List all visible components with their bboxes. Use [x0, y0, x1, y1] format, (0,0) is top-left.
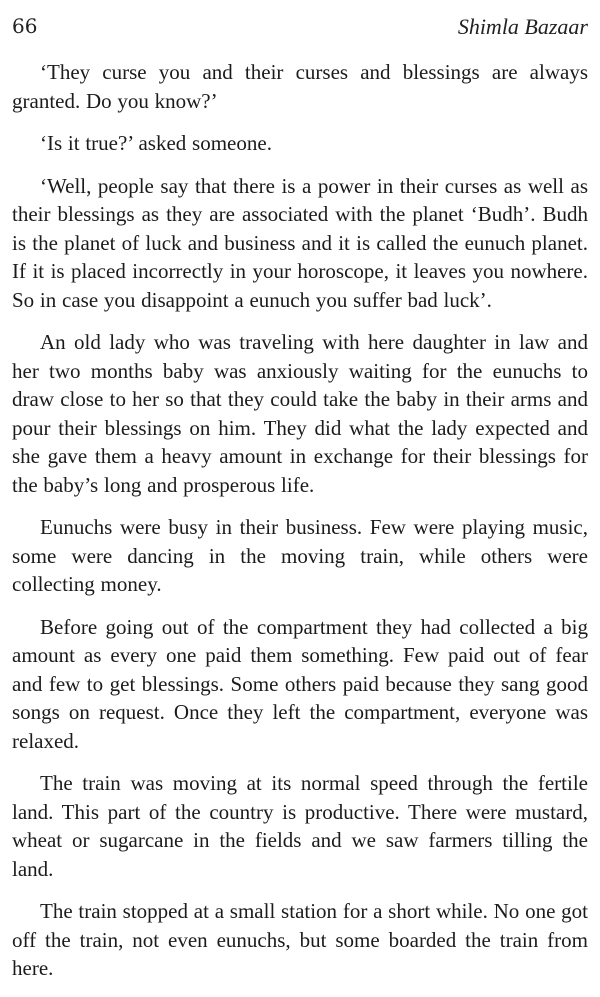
paragraph: Eunuchs were busy in their business. Few were playing music, some were dancing in the moving train, while others were collecting money.	[12, 515, 588, 596]
paragraph: ‘They curse you and their curses and blessings are always granted. Do you know?’	[12, 60, 588, 113]
paragraph: Before going out of the compartment they had collected a big amount as every one paid them something. Few paid out of fear and few to get blessings. Some others paid because they sang good songs on request. Once they left the compartment, everyone was relaxed.	[12, 614, 588, 753]
body-text	[12, 58, 588, 997]
paragraph: ‘Well, people say that there is a power in their curses as well as their blessings as they are associated with the planet ‘Budh’. Budh is the planet of luck and business and it is called the eunuch planet. If it is placed incorrectly in your horoscope, it leaves you nowhere. So in case you disappoint a eunuch you suffer bad luck’.	[12, 173, 588, 312]
page-number: 66	[12, 14, 38, 38]
running-title: Shimla Bazaar	[457, 14, 588, 39]
paragraph: The train stopped at a small station for a short while. No one got off the train, not even eunuchs, but some boarded the train from here.	[12, 899, 588, 980]
paragraph: The train was moving at its normal speed through the fertile land. This part of the country is productive. There were mustard, wheat or sugarcane in the fields and we saw farmers tilling the land.	[12, 771, 588, 881]
paragraph: ‘Is it true?’ asked someone.	[40, 131, 272, 155]
paragraph: An old lady who was traveling with here daughter in law and her two months baby was anxiously waiting for the eunuchs to draw close to her so that they could take the baby in their arms and pour their blessings on him. They did what the lady expected and she gave them a heavy amount in exchange for their blessings for the baby’s long and prosperous life.	[12, 330, 588, 497]
page-header	[12, 14, 588, 44]
